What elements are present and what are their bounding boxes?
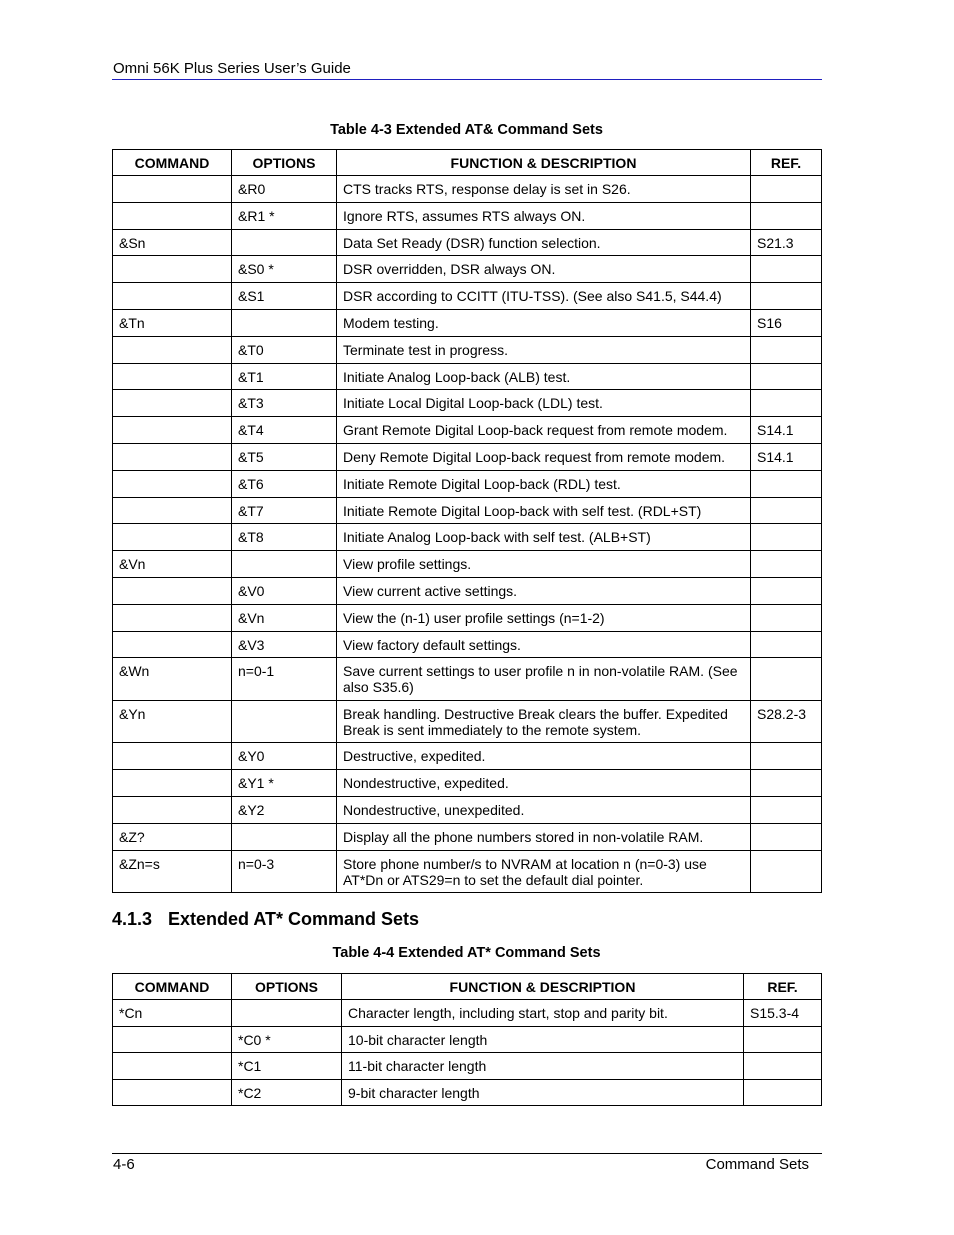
table-row bbox=[113, 796, 822, 823]
cell-ref bbox=[751, 551, 822, 578]
cell-command: &Tn bbox=[113, 309, 232, 336]
table-row bbox=[113, 700, 822, 743]
cell-options bbox=[232, 229, 337, 256]
column-header-ref: REF. bbox=[751, 150, 822, 176]
cell-command: &Yn bbox=[113, 700, 232, 743]
table-body bbox=[113, 176, 822, 893]
cell-command bbox=[113, 770, 232, 797]
page-number: 4-6 bbox=[113, 1156, 135, 1173]
cell-options: &Vn bbox=[232, 604, 337, 631]
cell-command bbox=[113, 176, 232, 203]
cell-ref bbox=[751, 176, 822, 203]
cell-ref bbox=[751, 363, 822, 390]
cell-function: View the (n-1) user profile settings (n=1-2) bbox=[337, 604, 751, 631]
cell-options bbox=[232, 309, 337, 336]
column-header-function: FUNCTION & DESCRIPTION bbox=[337, 150, 751, 176]
cell-options: n=0-1 bbox=[232, 658, 337, 701]
cell-function: Nondestructive, unexpedited. bbox=[337, 796, 751, 823]
cell-ref bbox=[751, 631, 822, 658]
column-header-options: OPTIONS bbox=[232, 974, 342, 1000]
table-row bbox=[113, 202, 822, 229]
cell-function: CTS tracks RTS, response delay is set in S26. bbox=[337, 176, 751, 203]
cell-ref bbox=[751, 658, 822, 701]
table-4-3-caption: Table 4-3 Extended AT& Command Sets bbox=[330, 122, 603, 138]
cell-options: &R1 * bbox=[232, 202, 337, 229]
cell-command: *Cn bbox=[113, 1000, 232, 1027]
cell-function: DSR overridden, DSR always ON. bbox=[337, 256, 751, 283]
cell-options: n=0-3 bbox=[232, 850, 337, 893]
cell-options bbox=[232, 823, 337, 850]
cell-function: View profile settings. bbox=[337, 551, 751, 578]
cell-ref: S14.1 bbox=[751, 443, 822, 470]
table-row bbox=[113, 1053, 822, 1080]
cell-options bbox=[232, 1000, 342, 1027]
cell-function: Save current settings to user profile n in non-volatile RAM. (See also S35.6) bbox=[337, 658, 751, 701]
cell-options: &R0 bbox=[232, 176, 337, 203]
footer-rule bbox=[112, 1153, 822, 1154]
cell-ref: S21.3 bbox=[751, 229, 822, 256]
cell-options: &V3 bbox=[232, 631, 337, 658]
cell-options: *C2 bbox=[232, 1079, 342, 1106]
cell-ref bbox=[751, 497, 822, 524]
table-row bbox=[113, 743, 822, 770]
cell-ref bbox=[751, 796, 822, 823]
cell-function: Initiate Analog Loop-back with self test. (ALB+ST) bbox=[337, 524, 751, 551]
cell-ref bbox=[751, 524, 822, 551]
cell-command bbox=[113, 283, 232, 310]
table-row bbox=[113, 417, 822, 444]
section-number: 4.1.3 bbox=[112, 909, 153, 929]
table-row bbox=[113, 443, 822, 470]
cell-command bbox=[113, 443, 232, 470]
column-header-function: FUNCTION & DESCRIPTION bbox=[342, 974, 744, 1000]
cell-function: 11-bit character length bbox=[342, 1053, 744, 1080]
cell-options: *C1 bbox=[232, 1053, 342, 1080]
cell-command bbox=[113, 256, 232, 283]
cell-options: &T0 bbox=[232, 336, 337, 363]
cell-command bbox=[113, 497, 232, 524]
cell-command bbox=[113, 390, 232, 417]
table-row bbox=[113, 577, 822, 604]
cell-command bbox=[113, 577, 232, 604]
extended-at-ampersand-table bbox=[112, 149, 822, 893]
cell-options: &S0 * bbox=[232, 256, 337, 283]
cell-ref: S14.1 bbox=[751, 417, 822, 444]
column-header-command: COMMAND bbox=[113, 974, 232, 1000]
table-4-4-caption: Table 4-4 Extended AT* Command Sets bbox=[332, 945, 601, 961]
cell-function: Terminate test in progress. bbox=[337, 336, 751, 363]
cell-function: View current active settings. bbox=[337, 577, 751, 604]
cell-ref bbox=[751, 850, 822, 893]
table-row bbox=[113, 336, 822, 363]
table-row bbox=[113, 823, 822, 850]
table-body bbox=[113, 1000, 822, 1106]
cell-command bbox=[113, 202, 232, 229]
cell-command: &Sn bbox=[113, 229, 232, 256]
cell-options: &Y2 bbox=[232, 796, 337, 823]
cell-function: Grant Remote Digital Loop-back request from remote modem. bbox=[337, 417, 751, 444]
table-row bbox=[113, 176, 822, 203]
cell-function: Initiate Local Digital Loop-back (LDL) test. bbox=[337, 390, 751, 417]
cell-command bbox=[113, 604, 232, 631]
cell-options: &T6 bbox=[232, 470, 337, 497]
table-row bbox=[113, 524, 822, 551]
cell-ref: S15.3-4 bbox=[744, 1000, 822, 1027]
table-row bbox=[113, 283, 822, 310]
table-row bbox=[113, 229, 822, 256]
section-title: Extended AT* Command Sets bbox=[168, 909, 420, 929]
cell-options: &T8 bbox=[232, 524, 337, 551]
table-row bbox=[113, 497, 822, 524]
cell-function: Destructive, expedited. bbox=[337, 743, 751, 770]
cell-function: Initiate Analog Loop-back (ALB) test. bbox=[337, 363, 751, 390]
cell-ref bbox=[744, 1079, 822, 1106]
cell-function: View factory default settings. bbox=[337, 631, 751, 658]
table-row bbox=[113, 850, 822, 893]
table-row bbox=[113, 631, 822, 658]
cell-options: &Y0 bbox=[232, 743, 337, 770]
cell-command: &Wn bbox=[113, 658, 232, 701]
cell-options bbox=[232, 700, 337, 743]
cell-command bbox=[113, 336, 232, 363]
cell-command bbox=[113, 796, 232, 823]
cell-command bbox=[113, 743, 232, 770]
cell-ref bbox=[751, 577, 822, 604]
cell-function: DSR according to CCITT (ITU-TSS). (See also S41.5, S44.4) bbox=[337, 283, 751, 310]
header-rule bbox=[112, 79, 822, 80]
table-header-row bbox=[113, 974, 822, 1000]
cell-ref bbox=[751, 202, 822, 229]
section-heading bbox=[112, 909, 419, 930]
cell-ref bbox=[744, 1053, 822, 1080]
cell-options: &T3 bbox=[232, 390, 337, 417]
cell-options: &T7 bbox=[232, 497, 337, 524]
cell-function: Ignore RTS, assumes RTS always ON. bbox=[337, 202, 751, 229]
cell-ref bbox=[751, 823, 822, 850]
cell-function: Deny Remote Digital Loop-back request from remote modem. bbox=[337, 443, 751, 470]
cell-function: Nondestructive, expedited. bbox=[337, 770, 751, 797]
cell-ref bbox=[751, 256, 822, 283]
table-row bbox=[113, 363, 822, 390]
table-row bbox=[113, 470, 822, 497]
cell-function: Data Set Ready (DSR) function selection. bbox=[337, 229, 751, 256]
cell-ref bbox=[751, 470, 822, 497]
cell-command bbox=[113, 1026, 232, 1053]
cell-options bbox=[232, 551, 337, 578]
table-row bbox=[113, 256, 822, 283]
cell-command: &Vn bbox=[113, 551, 232, 578]
table-row bbox=[113, 770, 822, 797]
cell-command bbox=[113, 524, 232, 551]
cell-options: &S1 bbox=[232, 283, 337, 310]
table-row bbox=[113, 1079, 822, 1106]
column-header-options: OPTIONS bbox=[232, 150, 337, 176]
cell-ref bbox=[751, 390, 822, 417]
cell-ref bbox=[751, 743, 822, 770]
cell-command bbox=[113, 1053, 232, 1080]
cell-ref bbox=[751, 283, 822, 310]
cell-function: Character length, including start, stop and parity bit. bbox=[342, 1000, 744, 1027]
cell-command bbox=[113, 1079, 232, 1106]
cell-command bbox=[113, 470, 232, 497]
cell-options: &Y1 * bbox=[232, 770, 337, 797]
cell-function: Initiate Remote Digital Loop-back with self test. (RDL+ST) bbox=[337, 497, 751, 524]
cell-options: *C0 * bbox=[232, 1026, 342, 1053]
table-row bbox=[113, 390, 822, 417]
cell-options: &V0 bbox=[232, 577, 337, 604]
cell-function: Break handling. Destructive Break clears the buffer. Expedited Break is sent immediately to the remote system. bbox=[337, 700, 751, 743]
chapter-name: Command Sets bbox=[705, 1156, 809, 1173]
cell-function: 10-bit character length bbox=[342, 1026, 744, 1053]
table-row bbox=[113, 1000, 822, 1027]
table-header-row bbox=[113, 150, 822, 176]
cell-options: &T4 bbox=[232, 417, 337, 444]
cell-function: Initiate Remote Digital Loop-back (RDL) test. bbox=[337, 470, 751, 497]
cell-command bbox=[113, 631, 232, 658]
cell-ref: S16 bbox=[751, 309, 822, 336]
table-row bbox=[113, 551, 822, 578]
cell-ref bbox=[751, 336, 822, 363]
cell-function: 9-bit character length bbox=[342, 1079, 744, 1106]
extended-at-star-table bbox=[112, 973, 822, 1106]
cell-command: &Z? bbox=[113, 823, 232, 850]
cell-ref: S28.2-3 bbox=[751, 700, 822, 743]
running-header-title: Omni 56K Plus Series User’s Guide bbox=[113, 60, 351, 77]
cell-function: Store phone number/s to NVRAM at location n (n=0-3) use AT*Dn or ATS29=n to set the default dial pointer. bbox=[337, 850, 751, 893]
cell-ref bbox=[751, 604, 822, 631]
cell-command: &Zn=s bbox=[113, 850, 232, 893]
table-row bbox=[113, 1026, 822, 1053]
table-row bbox=[113, 309, 822, 336]
cell-command bbox=[113, 417, 232, 444]
cell-command bbox=[113, 363, 232, 390]
cell-function: Display all the phone numbers stored in non-volatile RAM. bbox=[337, 823, 751, 850]
cell-options: &T5 bbox=[232, 443, 337, 470]
column-header-command: COMMAND bbox=[113, 150, 232, 176]
cell-ref bbox=[751, 770, 822, 797]
cell-ref bbox=[744, 1026, 822, 1053]
column-header-ref: REF. bbox=[744, 974, 822, 1000]
cell-function: Modem testing. bbox=[337, 309, 751, 336]
table-row bbox=[113, 604, 822, 631]
cell-options: &T1 bbox=[232, 363, 337, 390]
table-row bbox=[113, 658, 822, 701]
